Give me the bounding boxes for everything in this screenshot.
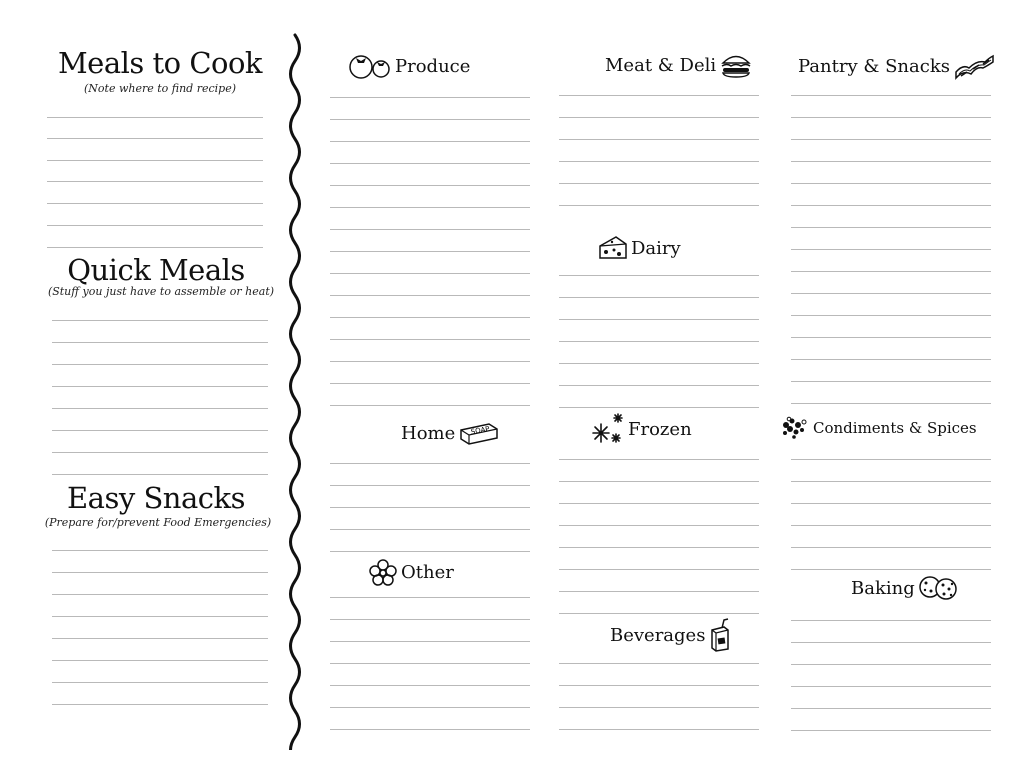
writing-line <box>330 619 530 620</box>
writing-line <box>330 597 530 598</box>
easy-snacks-subtitle: (Prepare for/prevent Food Emergencies) <box>44 516 272 529</box>
beverages-label: Beverages <box>610 624 706 646</box>
quick-meals-title: Quick Meals <box>67 253 245 287</box>
writing-line <box>330 663 530 664</box>
baking-label: Baking <box>851 577 915 599</box>
writing-line <box>791 642 991 643</box>
writing-line <box>52 638 268 639</box>
writing-line <box>559 729 759 730</box>
writing-line <box>330 641 530 642</box>
snacks-lines <box>52 0 268 768</box>
other-lines <box>330 0 530 768</box>
wavy-divider <box>280 30 310 750</box>
beverages-lines <box>559 0 759 768</box>
condiments-label: Condiments & Spices <box>813 419 977 437</box>
dairy-label: Dairy <box>631 237 681 259</box>
writing-line <box>791 620 991 621</box>
writing-line <box>330 729 530 730</box>
home-label: Home <box>401 422 456 444</box>
writing-line <box>52 572 268 573</box>
writing-line <box>52 550 268 551</box>
pantry-label: Pantry & Snacks <box>798 55 950 77</box>
writing-line <box>791 686 991 687</box>
writing-line <box>559 663 759 664</box>
writing-line <box>52 616 268 617</box>
writing-line <box>791 730 991 731</box>
easy-snacks-title: Easy Snacks <box>67 481 245 515</box>
baking-lines <box>791 0 991 768</box>
quick-meals-subtitle: (Stuff you just have to assemble or heat) <box>47 285 275 298</box>
writing-line <box>330 685 530 686</box>
writing-line <box>52 594 268 595</box>
writing-line <box>52 704 268 705</box>
writing-line <box>791 708 991 709</box>
meat-label: Meat & Deli <box>605 54 717 76</box>
produce-label: Produce <box>395 55 471 77</box>
writing-line <box>52 660 268 661</box>
soap-icon-text: SOAP <box>470 425 491 437</box>
writing-line <box>52 682 268 683</box>
frozen-label: Frozen <box>628 418 692 440</box>
writing-line <box>559 685 759 686</box>
other-label: Other <box>401 561 454 583</box>
writing-line <box>559 707 759 708</box>
meals-to-cook-title: Meals to Cook <box>57 46 263 80</box>
meals-to-cook-subtitle: (Note where to find recipe) <box>83 82 237 95</box>
writing-line <box>330 707 530 708</box>
writing-line <box>791 664 991 665</box>
